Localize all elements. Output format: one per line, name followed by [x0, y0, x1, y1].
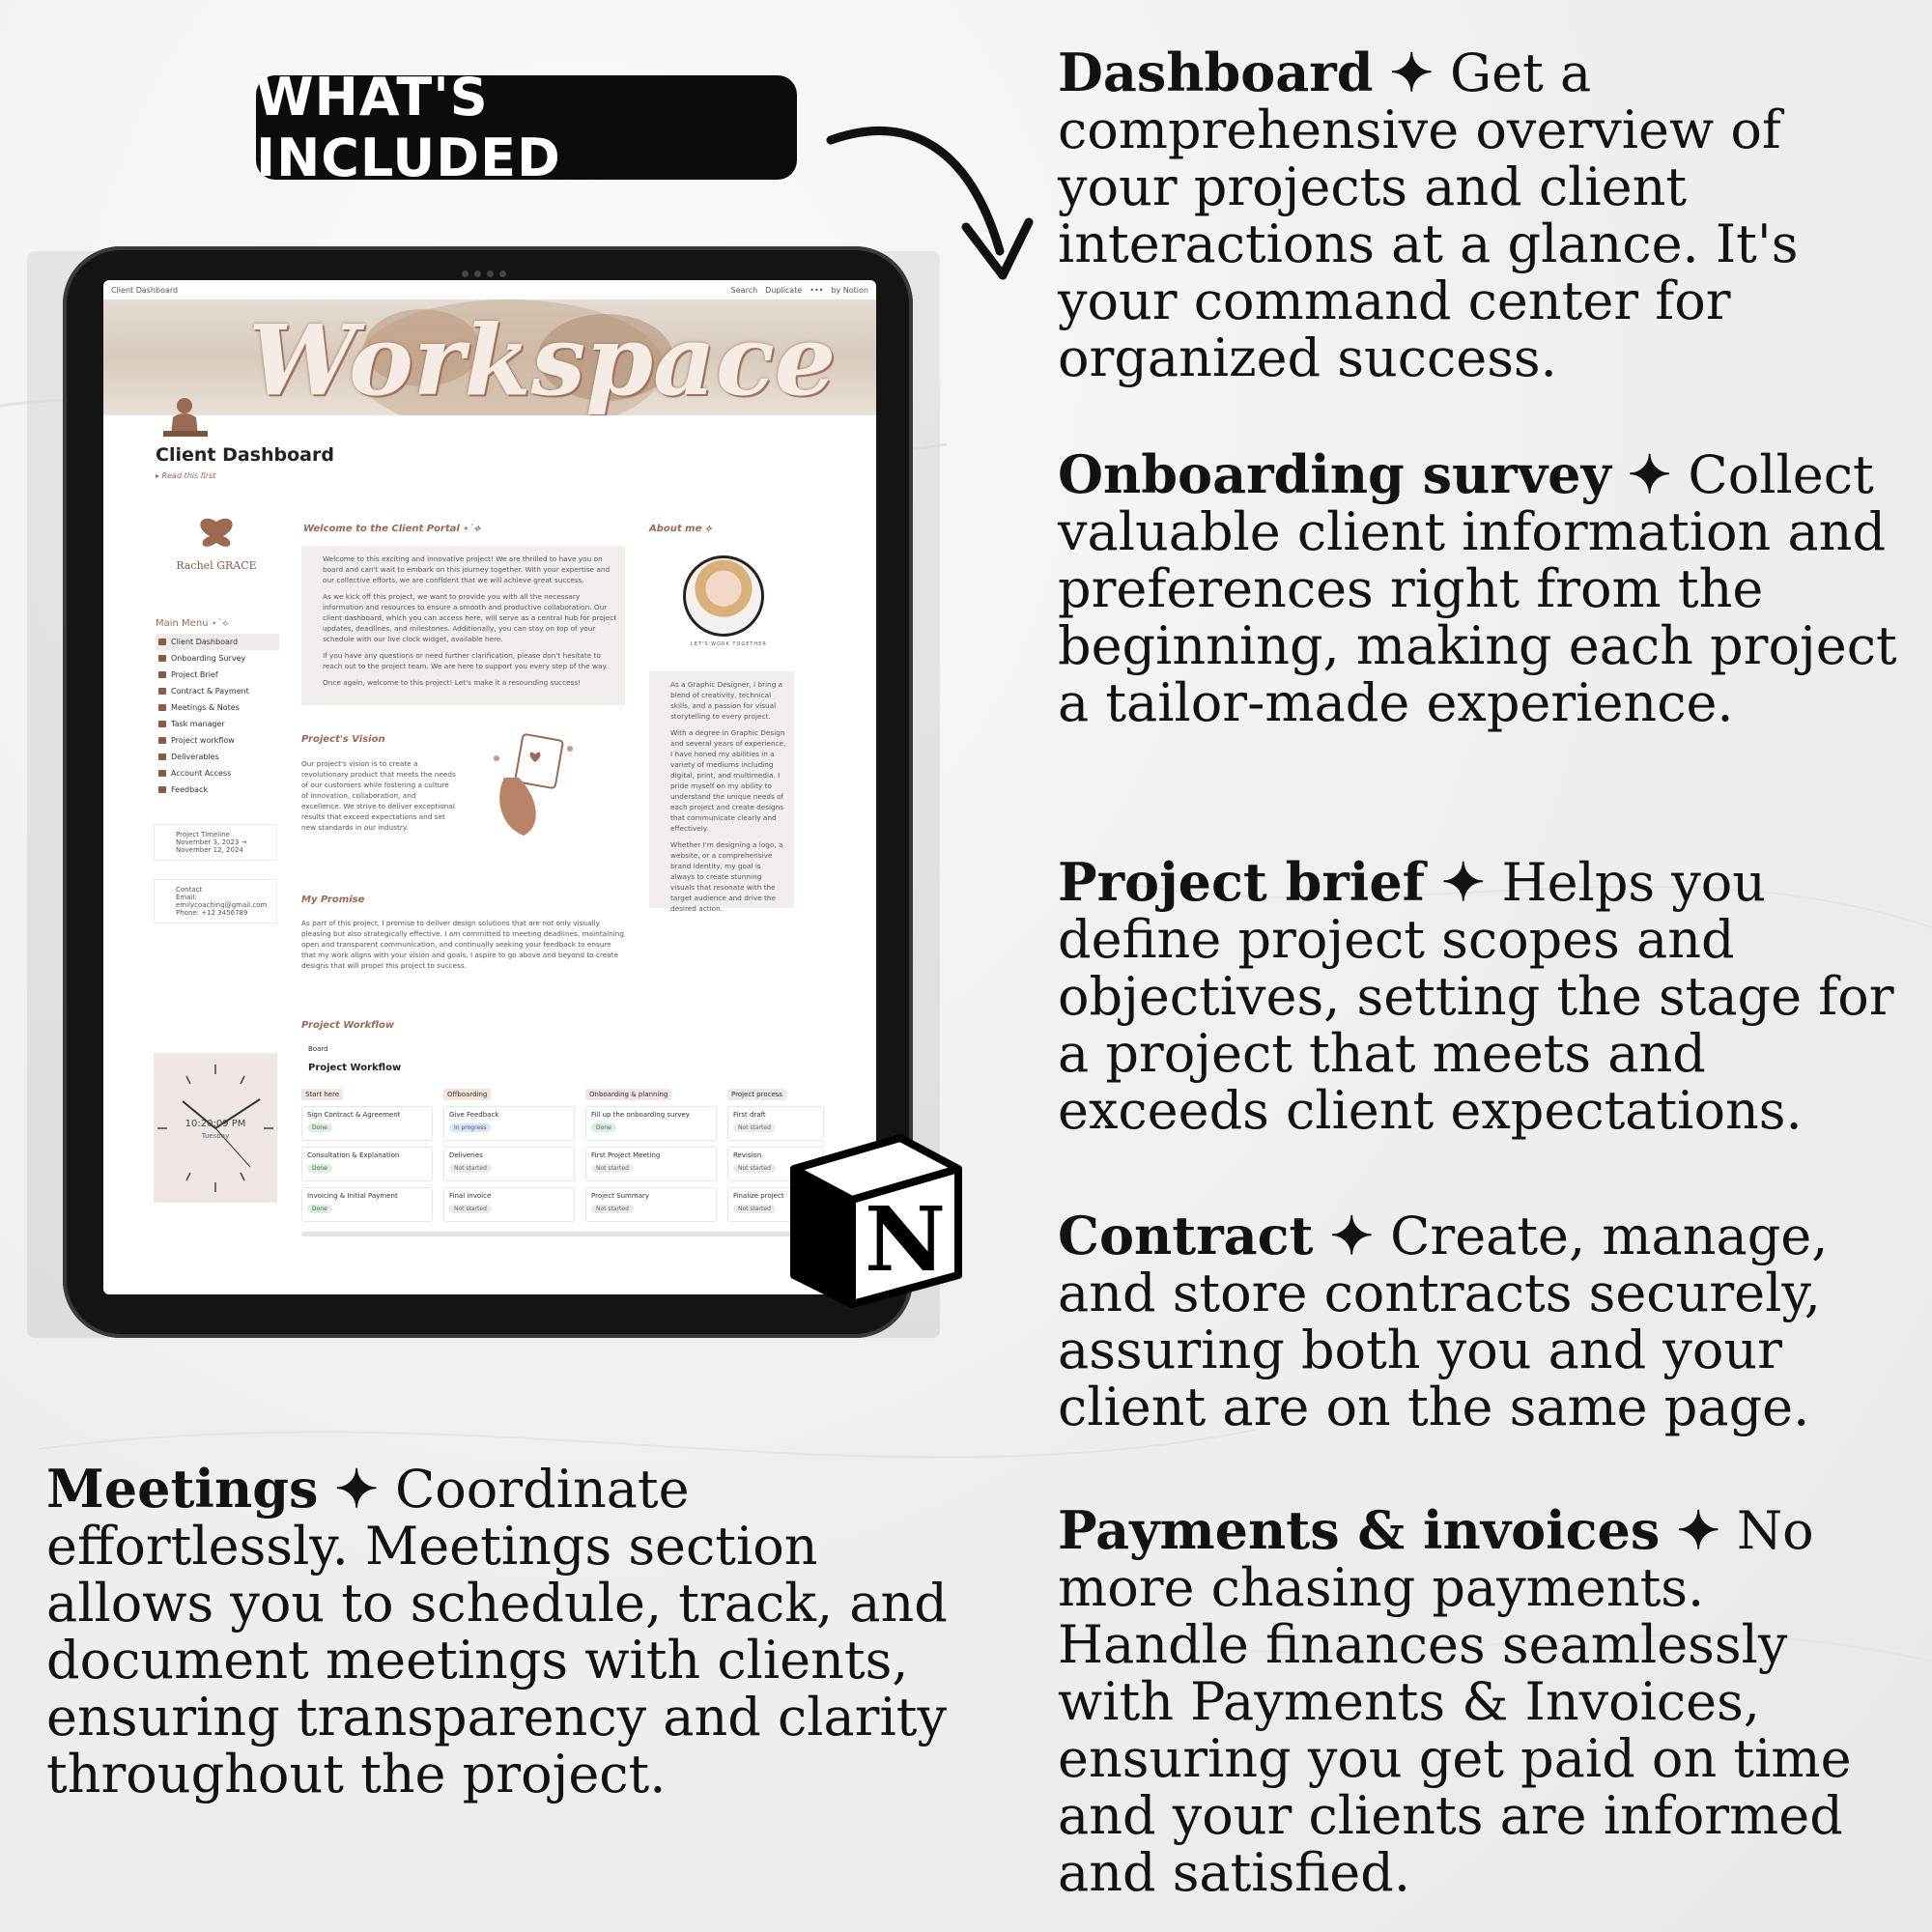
- sparkle-icon: ✦: [334, 1458, 379, 1520]
- board-card[interactable]: [301, 1187, 433, 1222]
- welcome-paragraph: If you have any questions or need further clarification, please don't hesitate to reach out to the project team. We are here to support you every step of the way.: [323, 651, 609, 670]
- timeline-end: November 12, 2024: [176, 846, 243, 854]
- status-badge: Done: [307, 1123, 332, 1132]
- menu-item-project-workflow[interactable]: Project workflow: [156, 732, 279, 749]
- feature-text: No more chasing payments. Handle finances seamlessly with Payments & Invoices, ensuring you get paid on time and your clients are informed and satisfied.: [1058, 1500, 1852, 1903]
- feature-contract: [1058, 1205, 1908, 1437]
- promise-heading: My Promise: [301, 895, 365, 905]
- feature-title: Project brief: [1058, 851, 1425, 913]
- board-card[interactable]: [585, 1147, 717, 1181]
- whats-included-badge: WHAT'S INCLUDED: [256, 75, 797, 180]
- woman-illustration: [485, 729, 586, 840]
- clock-time: 10:20:09 PM: [185, 1119, 246, 1129]
- status-badge: Done: [307, 1164, 332, 1173]
- contact-label: Contact: [176, 886, 203, 894]
- main-menu: [156, 634, 279, 798]
- feature-title: Meetings: [46, 1458, 319, 1520]
- column-header: Start here: [301, 1089, 343, 1100]
- status-badge: Done: [591, 1123, 616, 1132]
- timeline-start: November 3, 2023 →: [176, 838, 247, 846]
- contact-card: [154, 879, 277, 923]
- feature-text: Get a comprehensive overview of your projects and client interactions at a glance. It's your command center for organized success.: [1058, 43, 1799, 388]
- status-badge: Not started: [449, 1164, 492, 1173]
- clock-day: Tuesday: [201, 1132, 230, 1140]
- workflow-heading: Project Workflow: [301, 1020, 395, 1031]
- page-tab-title[interactable]: Client Dashboard: [111, 285, 179, 295]
- card-title: First Project Meeting: [591, 1151, 661, 1159]
- card-title: Finalize project: [733, 1192, 784, 1200]
- feature-meetings: [46, 1458, 974, 1804]
- about-paragraph: With a degree in Graphic Design and several years of experience, I have honed my abilities in a variety of mediums including digital, print, and multimedia. I pride myself on my ability to understand the unique needs of each project and create designs that communicate clearly and effectively.: [670, 728, 786, 833]
- column-header: Offboarding: [443, 1089, 491, 1100]
- notion-letter: N: [864, 1187, 947, 1292]
- more-options-icon[interactable]: •••: [810, 285, 824, 295]
- banner-title: Workspace: [248, 303, 837, 415]
- menu-item-feedback[interactable]: Feedback: [156, 781, 279, 798]
- feature-title: Payments & invoices: [1058, 1499, 1661, 1561]
- sparkle-icon: ✦: [1329, 1205, 1374, 1266]
- sparkle-icon: ✦: [1676, 1499, 1720, 1561]
- board-column: [585, 1082, 717, 1222]
- status-badge: In progress: [449, 1123, 491, 1132]
- column-header: Project process: [727, 1089, 786, 1100]
- project-timeline-card: [154, 824, 277, 861]
- feature-title: Contract: [1058, 1205, 1314, 1266]
- welcome-paragraph: As we kick off this project, we want to provide you with all the necessary information and resources to ensure a smooth and productive collaboration. Our client dashboard, which you can access here, will serve as a central hub for project updates, deadlines, and milestones. Additionally, you can stay on top of your schedule with our live clock widget, available here.: [323, 592, 617, 643]
- sidebar: [154, 512, 279, 1111]
- feature-text: Create, manage, and store contracts securely, assuring both you and your client are on the same page.: [1058, 1206, 1829, 1437]
- feature-onboarding-survey: [1058, 443, 1908, 733]
- status-badge: Not started: [733, 1164, 776, 1173]
- photo-caption: LET'S WORK TOGETHER: [691, 641, 767, 647]
- duplicate-button[interactable]: Duplicate: [765, 285, 803, 295]
- board-column: [301, 1082, 433, 1222]
- vision-heading: Project's Vision: [301, 734, 385, 745]
- timeline-label: Project Timeline: [176, 831, 230, 838]
- board-scrollbar[interactable]: [301, 1232, 804, 1236]
- woman-laptop-icon: [161, 396, 210, 440]
- board-view-tab[interactable]: Board: [308, 1045, 328, 1053]
- about-paragraph: As a Graphic Designer, I bring a blend of creativity, technical skills, and a passion for visual storytelling to every project.: [670, 680, 783, 721]
- status-badge: Not started: [449, 1205, 492, 1213]
- menu-item-project-brief[interactable]: Project Brief: [156, 667, 279, 683]
- menu-item-client-dashboard[interactable]: Client Dashboard: [156, 634, 279, 650]
- vision-text: Our project's vision is to create a revolutionary product that meets the needs of our customers while fostering a culture of innovation, collaboration, and excellence. We strive to deliver exceptional results that exceed expectations and set new standards in our industry.: [301, 759, 456, 832]
- board-card[interactable]: [585, 1187, 717, 1222]
- board-card[interactable]: [443, 1106, 575, 1141]
- card-title: Consultation & Explanation: [307, 1151, 400, 1159]
- by-notion-label: by Notion: [831, 285, 868, 295]
- about-callout: [649, 671, 794, 913]
- board-title: Project Workflow: [308, 1063, 402, 1073]
- status-badge: Not started: [591, 1164, 634, 1173]
- column-header: Onboarding & planning: [585, 1089, 671, 1100]
- menu-item-onboarding-survey[interactable]: Onboarding Survey: [156, 650, 279, 667]
- board-card[interactable]: [301, 1106, 433, 1141]
- board-card[interactable]: [585, 1106, 717, 1141]
- brand-logo: [173, 512, 260, 589]
- brand-name: Rachel GRACE: [176, 559, 257, 572]
- welcome-paragraph: Once again, welcome to this project! Let's make it a resounding success!: [323, 678, 582, 687]
- about-heading: About me ⟡: [649, 524, 712, 534]
- welcome-callout: [301, 546, 625, 705]
- promise-text: As part of this project, I promise to deliver design solutions that are not only visually pleasing but also strategically effective. I am committed to meeting deadlines, maintaining open and transparent communication, and continually seeking your feedback to ensure that my work aligns with your vision and goals. I aspire to go above and beyond to create designs that will propel this project to success.: [301, 919, 624, 970]
- board-card[interactable]: [301, 1147, 433, 1181]
- read-this-first-toggle[interactable]: ▸ Read this first: [156, 471, 216, 480]
- welcome-paragraph: Welcome to this exciting and innovative project! We are thrilled to have you on board and can't wait to embark on this journey together. With your expertise and our collective efforts, we are confident that we will achieve great success.: [323, 554, 611, 584]
- status-badge: Not started: [733, 1205, 776, 1213]
- contact-email[interactable]: emilycoaching@gmail.com: [176, 901, 268, 909]
- card-title: Final invoice: [449, 1192, 492, 1200]
- sparkle-icon: ✦: [1441, 851, 1486, 913]
- board-card[interactable]: [443, 1147, 575, 1181]
- status-badge: Not started: [733, 1123, 776, 1132]
- notion-screen: [103, 280, 876, 1294]
- live-clock-widget: [154, 1053, 277, 1203]
- page-title: Client Dashboard: [156, 444, 334, 466]
- status-badge: Done: [307, 1205, 332, 1213]
- notion-logo-icon: [784, 1130, 968, 1314]
- board-card[interactable]: [443, 1187, 575, 1222]
- board-column: [443, 1082, 575, 1222]
- card-title: First draft: [733, 1111, 766, 1119]
- about-paragraph: Whether I'm designing a logo, a website, or a comprehensive brand identity, my goal is always to create stunning visuals that resonate with the target audience and drive the desired action.: [670, 840, 783, 913]
- status-badge: Not started: [591, 1205, 634, 1213]
- card-title: Project Summary: [591, 1192, 650, 1200]
- feature-title: Dashboard: [1058, 42, 1374, 103]
- email-label: Email:: [176, 894, 197, 901]
- workspace-banner: [103, 299, 876, 415]
- search-button[interactable]: Search: [730, 285, 758, 295]
- menu-item-meetings-notes[interactable]: Meetings & Notes: [156, 699, 279, 716]
- card-title: Fill up the onboarding survey: [591, 1111, 690, 1119]
- menu-item-deliverables[interactable]: Deliverables: [156, 749, 279, 765]
- feature-text: Collect valuable client information and preferences right from the beginning, making each project a tailor-made experience.: [1058, 444, 1897, 733]
- card-title: Give Feedback: [449, 1111, 499, 1119]
- camera-dots: [459, 263, 517, 274]
- card-title: Revision: [733, 1151, 762, 1159]
- card-title: Sign Contract & Agreement: [307, 1111, 401, 1119]
- feature-project-brief: [1058, 851, 1908, 1141]
- menu-item-account-access[interactable]: Account Access: [156, 765, 279, 781]
- feature-text: Coordinate effortlessly. Meetings section allows you to schedule, track, and document meetings with clients, ensuring transparency and clarity throughout the project.: [46, 1459, 948, 1804]
- card-title: Invoicing & Initial Payment: [307, 1192, 398, 1200]
- sparkle-icon: ✦: [1628, 443, 1672, 505]
- menu-item-contract-payment[interactable]: Contract & Payment: [156, 683, 279, 699]
- butterfly-logo-icon: [192, 512, 241, 555]
- contact-phone: Phone: +12 3456789: [176, 909, 248, 917]
- feature-title: Onboarding survey: [1058, 443, 1611, 505]
- feature-dashboard: [1058, 44, 1908, 386]
- welcome-heading: Welcome to the Client Portal ⋆˙⟡: [303, 524, 481, 534]
- feature-text: Helps you define project scopes and objectives, setting the stage for a project that meets and exceeds client expectations.: [1058, 852, 1894, 1141]
- card-title: Deliveries: [449, 1151, 483, 1159]
- profile-photo: [683, 555, 764, 637]
- main-menu-heading: Main Menu ⋆˙⟡: [156, 618, 229, 629]
- menu-item-task-manager[interactable]: Task manager: [156, 716, 279, 732]
- sparkle-icon: ✦: [1389, 42, 1434, 103]
- feature-payments-invoices: [1058, 1499, 1908, 1903]
- notion-topbar: [103, 280, 876, 299]
